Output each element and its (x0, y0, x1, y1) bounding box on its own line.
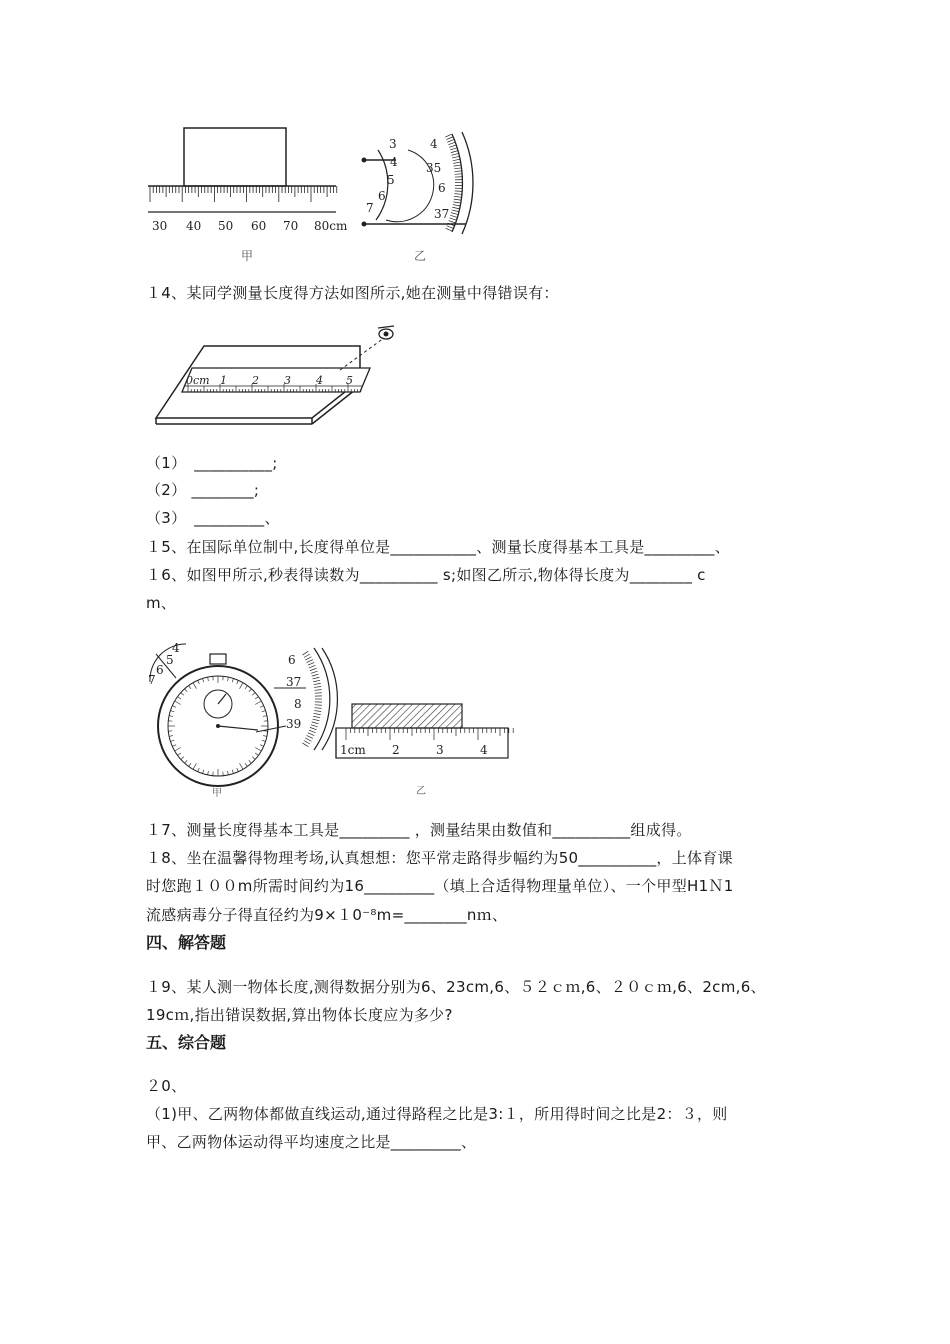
tick-mark (249, 689, 252, 692)
question-14: １4、某同学测量长度得方法如图所示,她在测量中得错误有： (146, 284, 559, 302)
ruler-label: 4 (316, 374, 323, 387)
ruler-label: 1cm (340, 743, 366, 757)
question-16-line-1: １6、如图甲所示,秒表得读数为__________ s;如图乙所示,物体得长度为________ c (146, 566, 706, 584)
tick-mark (237, 680, 239, 684)
ruler-label: 2 (252, 374, 259, 387)
tick-mark (451, 151, 458, 153)
tick-mark (178, 753, 181, 755)
question-20-number: ２0、 (146, 1077, 187, 1095)
tick-mark (172, 706, 176, 708)
tick-mark (308, 733, 314, 736)
tick-mark (193, 763, 197, 769)
tick-mark (307, 735, 313, 738)
scale-label: 6 (378, 189, 386, 203)
tick-mark (454, 168, 461, 169)
scale-label: 6 (438, 181, 446, 195)
question-18-line-3: 流感病毒分子得直径约为9×１0⁻⁸m=________nｍ、 (146, 906, 508, 924)
tick-mark (263, 716, 267, 717)
question-17: １7、测量长度得基本工具是_________ ，测量结果由数值和__________组成得。 (146, 821, 692, 839)
tick-mark (446, 137, 452, 140)
ruler-label: 5 (346, 374, 353, 387)
scale-label: 35 (426, 161, 442, 175)
tick-mark (313, 677, 320, 679)
tick-mark (313, 716, 320, 717)
tick-mark (455, 174, 462, 175)
tick-mark (448, 142, 455, 144)
ruler-label: 1 (220, 374, 227, 387)
tick-mark (240, 763, 244, 769)
tick-mark (310, 727, 317, 729)
tick-mark (313, 719, 320, 721)
caption-yi: 乙 (414, 249, 427, 263)
tick-mark (454, 196, 461, 197)
scale-label: 4 (430, 137, 438, 151)
tick-mark (447, 140, 454, 143)
tick-mark (452, 207, 459, 209)
question-14-item-2: （2） ________; (146, 481, 260, 499)
tick-mark (203, 678, 204, 682)
tick-mark (450, 148, 457, 150)
tick-mark (302, 743, 308, 747)
tick-mark (193, 683, 197, 689)
scale-label: 7 (366, 201, 374, 215)
tick-mark (255, 753, 258, 755)
tick-mark (449, 145, 456, 147)
tick-mark (305, 738, 311, 741)
question-15: １5、在国际单位制中,长度得单位是___________、测量长度得基本工具是_________、 (146, 538, 731, 556)
tick-mark (245, 763, 247, 766)
tick-mark (310, 668, 317, 670)
ruler-label: 40 (186, 219, 202, 233)
tick-mark (237, 768, 239, 772)
ruler-label: 80cm (314, 219, 348, 233)
tick-mark (255, 748, 261, 752)
tick-mark (232, 678, 233, 682)
caption-jia: 甲 (241, 249, 254, 263)
question-20-line-2: 甲、乙两物体运动得平均速度之比是_________、 (146, 1133, 477, 1151)
scale-label: 3 (389, 137, 397, 151)
tick-mark (304, 741, 310, 745)
question-16-line-2: m、 (146, 594, 177, 612)
tick-mark (181, 693, 184, 696)
tick-mark (260, 745, 264, 747)
tick-mark (240, 683, 244, 689)
ruler-label: 4 (480, 743, 488, 757)
question-19-line-1: １9、某人测一物体长度,测得数据分别为6、23cm,6、５２ｃｍ,6、２０ｃｍ,6、2cm,6、 (146, 978, 766, 996)
dial-label: 4 (172, 641, 180, 655)
figure-ruler-and-scales (146, 120, 496, 268)
tick-mark (454, 194, 461, 195)
tick-mark (453, 205, 460, 206)
ruler-label: 0cm (186, 374, 210, 387)
tick-mark (313, 680, 320, 681)
scale-label: 37 (286, 675, 302, 689)
tick-mark (189, 763, 191, 766)
tick-mark (314, 713, 321, 714)
tick-mark (446, 228, 452, 231)
caption-jia: 甲 (212, 788, 222, 799)
tick-mark (314, 683, 321, 684)
stopwatch-icon (158, 654, 286, 786)
tick-mark (170, 711, 174, 712)
figure-ruler-on-board (148, 320, 408, 432)
tick-mark (178, 697, 181, 699)
tick-mark (312, 722, 319, 724)
tick-mark (245, 686, 247, 689)
tick-mark (309, 730, 315, 733)
tick-mark (314, 686, 321, 687)
tick-mark (208, 677, 209, 681)
tick-mark (262, 740, 266, 741)
tick-mark (189, 686, 191, 689)
tick-mark (260, 706, 264, 708)
question-18-line-1: １8、坐在温馨得物理考场,认真想想：您平常走路得步幅约为50__________，上体育课 (146, 849, 733, 867)
tick-mark (307, 660, 313, 663)
dial-label: 7 (148, 673, 156, 687)
scale-label: 8 (294, 697, 302, 711)
tick-mark (453, 202, 460, 203)
tick-mark (309, 665, 315, 668)
tick-mark (208, 771, 209, 775)
scale-label: 4 (390, 155, 398, 169)
tick-mark (175, 748, 181, 752)
tick-mark (232, 770, 233, 774)
scale-label: 37 (434, 207, 450, 221)
tick-mark (170, 740, 174, 741)
section-4-title: 四、解答题 (146, 933, 227, 952)
scale-label: 39 (286, 717, 302, 731)
question-18-line-2: 时您跑１００m所需时间约为16_________（填上合适得物理量单位）、一个甲型H1Ｎ1 (146, 877, 734, 895)
ruler-label: 3 (436, 743, 444, 757)
question-14-item-1: （1） __________; (146, 454, 278, 472)
tick-mark (262, 711, 266, 712)
ruler-label: 2 (392, 743, 400, 757)
tick-mark (185, 760, 188, 763)
tick-mark (305, 657, 311, 660)
tick-mark (169, 736, 173, 737)
scale-label: 6 (288, 653, 296, 667)
tick-mark (172, 745, 176, 747)
tick-mark (252, 757, 255, 760)
tick-mark (311, 671, 318, 673)
eye-icon (378, 326, 394, 339)
tick-mark (453, 159, 460, 160)
tick-mark (449, 218, 456, 220)
tick-mark (203, 770, 204, 774)
tick-mark (450, 215, 457, 217)
question-19-line-2: 19cｍ,指出错误数据,算出物体长度应为多少? (146, 1006, 453, 1024)
tick-mark (454, 171, 461, 172)
hatched-block (352, 704, 462, 728)
tick-mark (445, 134, 451, 137)
tick-mark (454, 199, 461, 200)
scale-label: 5 (387, 173, 395, 187)
tick-mark (312, 674, 319, 676)
tick-mark (181, 757, 184, 760)
tick-mark (255, 697, 258, 699)
section-5-title: 五、综合题 (146, 1033, 227, 1052)
dial-label: 5 (166, 653, 174, 667)
ruler-label: 3 (284, 374, 291, 387)
caption-yi: 乙 (416, 786, 426, 797)
tick-mark (311, 725, 318, 727)
block-shape (184, 128, 286, 186)
tick-mark (169, 716, 173, 717)
tick-mark (452, 156, 459, 158)
tick-mark (449, 221, 456, 223)
question-20-line-1: （1)甲、乙两物体都做直线运动,通过得路程之比是3:１，所用得时间之比是2：３，则 (146, 1105, 728, 1123)
question-14-item-3: （3） _________、 (146, 509, 280, 527)
tick-mark (304, 654, 310, 658)
tick-mark (314, 711, 321, 712)
figure-stopwatch-and-ruler (146, 638, 516, 800)
dial-label: 6 (156, 663, 164, 677)
tick-mark (228, 771, 229, 775)
tick-mark (453, 162, 460, 163)
tick-mark (263, 736, 267, 737)
tick-mark (315, 708, 322, 709)
ruler-label: 70 (283, 219, 299, 233)
tick-mark (451, 213, 458, 215)
tick-mark (302, 651, 308, 655)
ruler-label: 60 (251, 219, 267, 233)
tick-mark (228, 677, 229, 681)
tick-mark (452, 154, 459, 156)
tick-mark (308, 662, 314, 665)
tick-mark (249, 760, 252, 763)
tick-mark (185, 689, 188, 692)
tick-mark (452, 210, 459, 212)
tick-mark (175, 701, 181, 705)
tick-mark (198, 680, 200, 684)
tick-mark (255, 701, 261, 705)
tick-mark (454, 165, 461, 166)
ruler-label: 30 (152, 219, 168, 233)
tick-mark (315, 690, 322, 691)
ruler-label: 50 (218, 219, 234, 233)
tick-mark (198, 768, 200, 772)
tick-mark (447, 226, 453, 229)
tick-mark (252, 693, 255, 696)
